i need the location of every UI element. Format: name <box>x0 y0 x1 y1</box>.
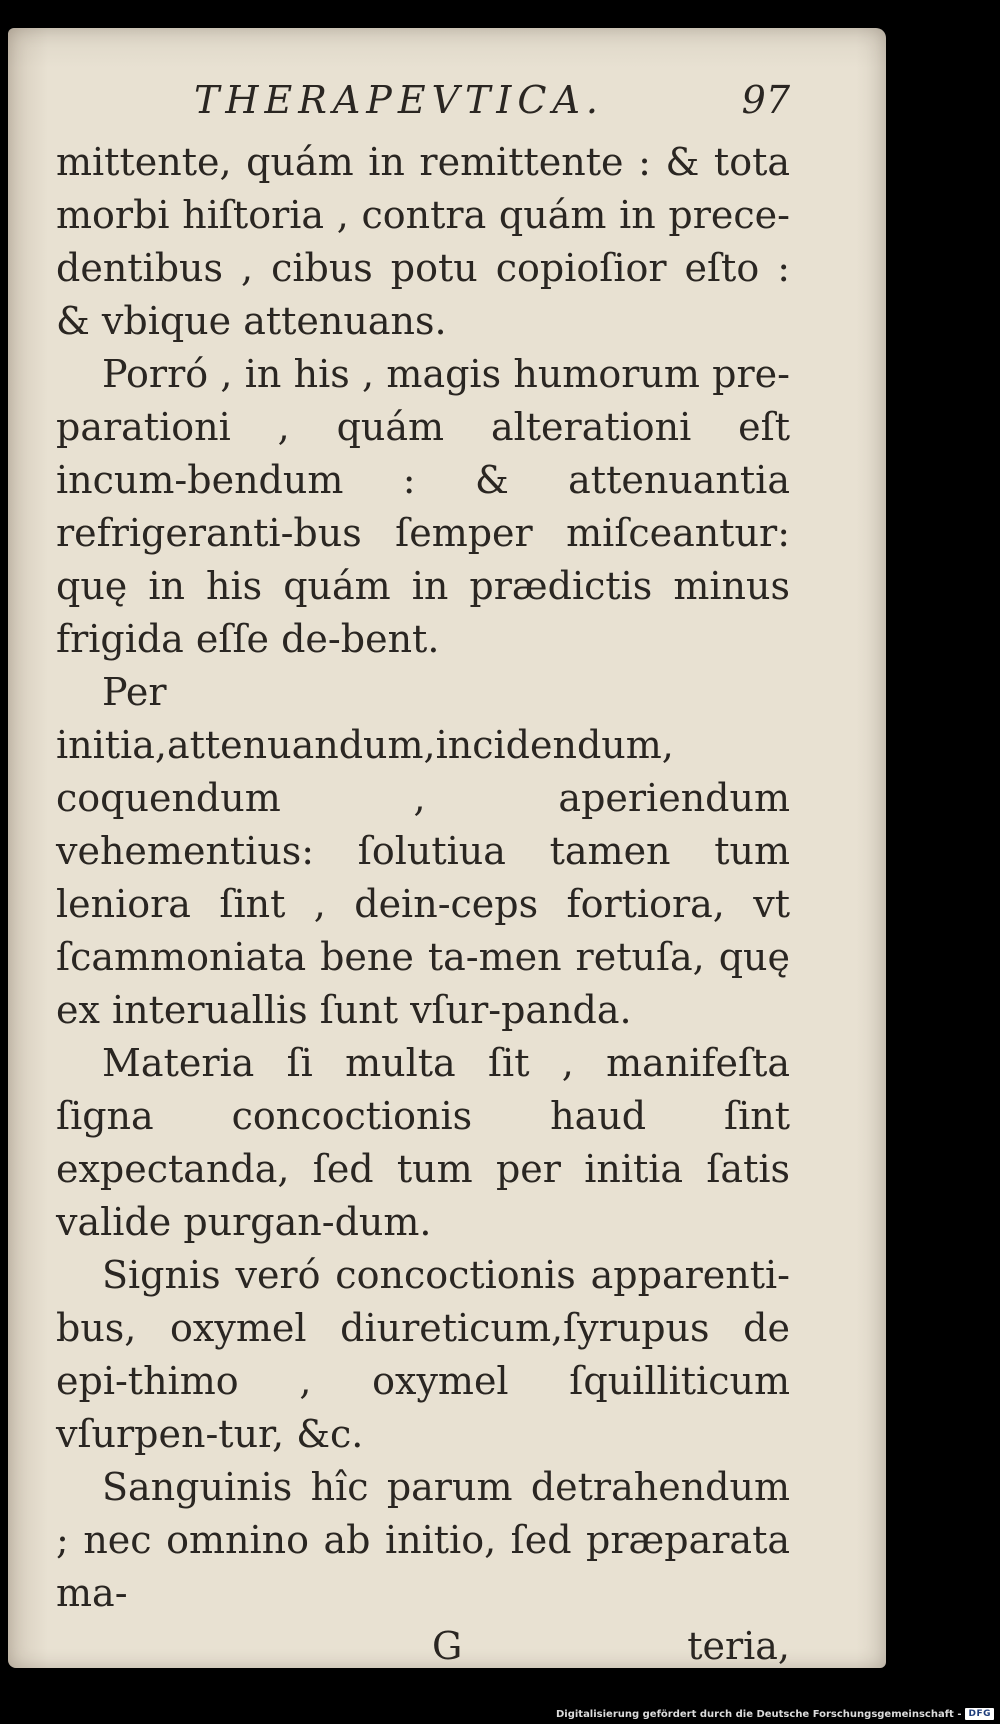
page-number: 97 <box>741 78 790 122</box>
catch-line <box>56 1620 790 1673</box>
paragraph-5: Signis veró concoctionis apparenti-bus, oxymel diureticum,ſyrupus de epi-thimo , oxymel ſquilliticum vſurpen-tur, &c. <box>56 1253 790 1456</box>
running-head <box>56 78 790 138</box>
paragraph-1: mittente, quám in remittente : & tota morbi hiſtoria , contra quám in prece-dentibus , cibus potu copioſior eſto : & vbique attenuans. <box>56 140 790 343</box>
paragraph-6: Sanguinis hîc parum detrahendum ; nec omnino ab initio, ſed præparata ma- <box>56 1465 790 1615</box>
paragraph-4: Materia ſi multa ſit , manifeſta ſigna concoctionis haud ſint expectanda, ſed tum per initia ſatis valide purgan-dum. <box>56 1041 790 1244</box>
catchword: teria, <box>687 1624 790 1668</box>
paragraph-3: Per initia,attenuandum,incidendum, coquendum , aperiendum vehementius: ſolutiua tamen tum leniora ſint , dein-ceps fortiora, vt ſcammoniata bene ta-men retuſa, quę ex interuallis ſunt vſur-panda. <box>56 670 790 1032</box>
digitization-credit <box>556 1708 994 1720</box>
body-text <box>56 136 790 1620</box>
running-title: THERAPEVTICA. <box>194 78 604 122</box>
credit-text: Digitalisierung gefördert durch die Deutsche Forschungsgemeinschaft - <box>555 1708 962 1720</box>
signature-mark: G <box>432 1624 463 1668</box>
book-page <box>8 28 886 1668</box>
paragraph-2: Porró , in his , magis humorum pre-parationi , quám alterationi eſt incum-bendum : & attenuantia refrigeranti-bus ſemper miſceantur: quę in his quám in prædictis minus frigida eſſe de-bent. <box>56 352 790 661</box>
dfg-logo: DFG <box>965 1708 994 1720</box>
